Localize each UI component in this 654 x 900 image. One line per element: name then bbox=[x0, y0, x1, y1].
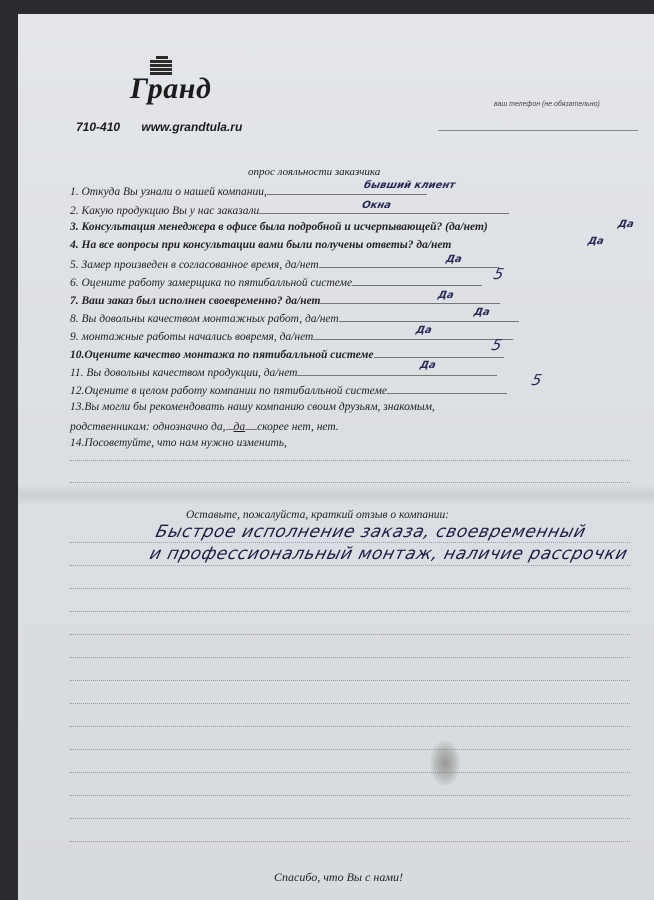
answer-7: Да bbox=[436, 290, 455, 301]
answer-6: 5 bbox=[492, 265, 506, 283]
writing-line bbox=[70, 726, 630, 727]
question-13-options: родственникам: однозначно да, да скорее нет, нет. bbox=[70, 421, 339, 433]
phone-field-line bbox=[438, 130, 638, 131]
feedback-line-1: Быстрое исполнение заказа, своевременный bbox=[153, 522, 589, 542]
feedback-line-2: и профессиональный монтаж, наличие рассрочки bbox=[147, 544, 630, 564]
survey-title: опрос лояльности заказчика bbox=[248, 166, 381, 178]
writing-line bbox=[70, 634, 630, 635]
answer-2: Окна bbox=[360, 200, 393, 211]
survey-sheet bbox=[18, 14, 654, 900]
contact-line bbox=[76, 120, 242, 134]
question-8: 8. Вы довольны качеством монтажных работ, да/нет bbox=[70, 311, 519, 325]
writing-line bbox=[70, 565, 630, 566]
question-13-selected: да bbox=[233, 421, 246, 433]
question-3: 3. Консультация менеджера в офисе была подробной и исчерпывающей? (да/нет) bbox=[70, 221, 488, 233]
phone-field-label: ваш телефон (не обязательно) bbox=[494, 101, 600, 108]
question-11: 11. Вы довольны качеством продукции, да/нет bbox=[70, 365, 497, 379]
brand-name: Гранд bbox=[130, 72, 212, 105]
question-5: 5. Замер произведен в согласованное время, да/нет bbox=[70, 257, 499, 271]
paper-fold bbox=[18, 484, 654, 506]
question-14: 14.Посоветуйте, что нам нужно изменить, bbox=[70, 437, 287, 449]
writing-line bbox=[70, 460, 630, 461]
company-website: www.grandtula.ru bbox=[141, 120, 243, 134]
writing-line bbox=[70, 749, 630, 750]
question-12: 12.Оцените в целом работу компании по пятибалльной системе bbox=[70, 383, 507, 397]
answer-1: бывший клиент bbox=[362, 180, 457, 191]
thank-you-note: Спасибо, что Вы с нами! bbox=[274, 870, 403, 884]
question-4: 4. На все вопросы при консультации вами были получены ответы? да/нет bbox=[70, 239, 452, 251]
answer-11: Да bbox=[418, 360, 437, 371]
answer-5: Да bbox=[444, 254, 463, 265]
answer-10: 5 bbox=[490, 336, 504, 354]
question-9: 9. монтажные работы начались вовремя, да/нет bbox=[70, 329, 513, 343]
answer-3: Да bbox=[616, 219, 635, 230]
writing-line bbox=[70, 841, 630, 842]
question-2: 2. Какую продукцию Вы у нас заказали bbox=[70, 203, 509, 217]
writing-line bbox=[70, 772, 630, 773]
company-phone: 710-410 bbox=[76, 120, 121, 134]
writing-line bbox=[70, 818, 630, 819]
feedback-prompt: Оставьте, пожалуйста, краткий отзыв о компании: bbox=[186, 509, 450, 521]
paper-stain bbox=[430, 740, 460, 786]
question-7: 7. Ваш заказ был исполнен своевременно? да/нет bbox=[70, 293, 500, 307]
question-10: 10.Оцените качество монтажа по пятибалльной системе bbox=[70, 347, 504, 361]
answer-9: Да bbox=[414, 325, 433, 336]
question-6: 6. Оцените работу замерщика по пятибалльной системе bbox=[70, 275, 482, 289]
writing-line bbox=[70, 703, 630, 704]
question-13: 13.Вы могли бы рекомендовать нашу компанию своим друзьям, знакомым, bbox=[70, 401, 435, 413]
writing-line bbox=[70, 482, 630, 483]
question-1: 1. Откуда Вы узнали о нашей компании, bbox=[70, 184, 427, 198]
writing-line bbox=[70, 588, 630, 589]
writing-line bbox=[70, 542, 630, 543]
answer-12: 5 bbox=[530, 371, 544, 389]
writing-line bbox=[70, 657, 630, 658]
answer-4: Да bbox=[586, 236, 605, 247]
writing-line bbox=[70, 611, 630, 612]
writing-line bbox=[70, 795, 630, 796]
answer-8: Да bbox=[472, 307, 491, 318]
writing-line bbox=[70, 680, 630, 681]
